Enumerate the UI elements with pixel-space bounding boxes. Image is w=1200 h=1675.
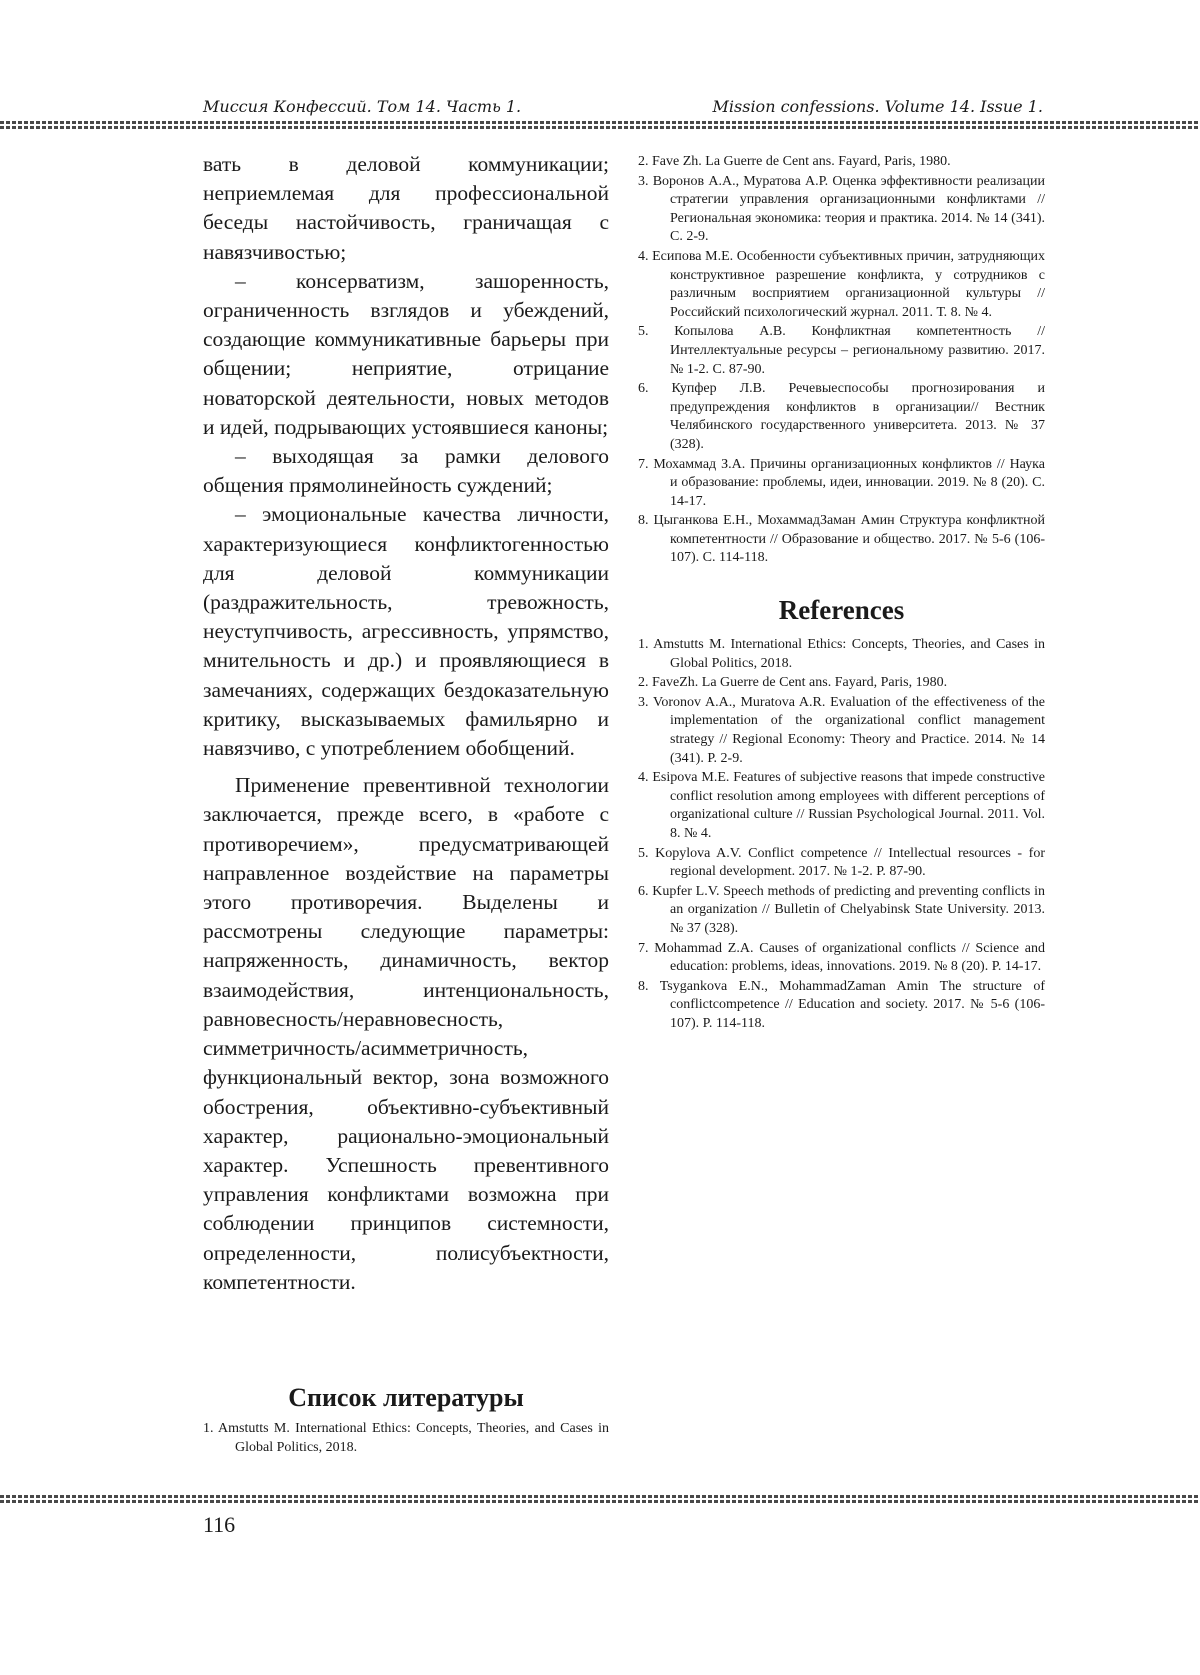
body-paragraph: – эмоциональные качества личности, характеризующиеся конфликтогенностью для деловой коммуникации (раздражительность, тревожность, неуступчивость, агрессивность, упрямство, мнительность и др.) и проявляющиеся в замечаниях, содержащих бездоказательную критику, высказываемых фамильярно и навязчиво, с употреблением обобщений.	[203, 502, 609, 761]
reference-item: 2. FaveZh. La Guerre de Cent ans. Fayard, Paris, 1980.	[638, 675, 948, 691]
reference-item: 6. Kupfer L.V. Speech methods of predicting and preventing conflicts in an organization // Bulletin of Chelyabinsk State University. 2013. № 37 (328).	[638, 883, 1045, 936]
literature-item: 4. Есипова М.Е. Особенности субъективных причин, затрудняющих конструктивное разрешение конфликта, у сотрудников с различным восприятием организационной культуры // Российский психологический журнал. 2011. Т. 8. № 4.	[638, 248, 1045, 320]
references-column	[638, 153, 1045, 1035]
reference-item: 3. Voronov A.A., Muratova A.R. Evaluation of the effectiveness of the implementation of the organizational conflict management strategy // Regional Economy: Theory and Practice. 2014. № 14 (341). P. 2-9.	[638, 694, 1045, 766]
top-ornamental-rule	[0, 121, 1200, 129]
literature-heading: Список литературы	[288, 1383, 524, 1412]
literature-item: 8. Цыганкова Е.Н., МохаммадЗаман Амин Структура конфликтной компетентности // Образование и общество. 2017. № 5-6 (106-107). С. 114-118.	[638, 513, 1045, 566]
reference-item: 8. Tsygankova E.N., MohammadZaman Amin The structure of conflictcompetence // Education and society. 2017. № 5-6 (106-107). P. 114-118.	[638, 978, 1045, 1031]
reference-item: 5. Kopylova A.V. Conflict competence // Intellectual resources - for regional development. 2017. № 1-2. P. 87-90.	[638, 845, 1045, 880]
reference-item: 1. Amstutts M. International Ethics: Concepts, Theories, and Cases in Global Politics, 2018.	[638, 637, 1045, 671]
references-heading: References	[778, 595, 905, 626]
header-journal-en: Mission confessions. Volume 14. Issue 1.	[712, 97, 1043, 116]
page-number: 116	[203, 1512, 236, 1537]
literature-item: 3. Воронов А.А., Муратова А.Р. Оценка эффективности реализации стратегии управления организационными конфликтами // Региональная экономика: теория и практика. 2014. № 14 (341). С. 2-9.	[638, 173, 1045, 245]
header-journal-ru: Миссия Конфессий. Том 14. Часть 1.	[203, 97, 522, 116]
body-paragraph: Применение превентивной технологии заключается, прежде всего, в «работе с противоречием», предусматривающей направленное воздействие на параметры этого противоречия. Выделены и рассмотрены следующие параметры: напряженность, динамичность, вектор взаимодействия, интенциональность, равновесность/неравновесность, симметричность/асимметричность, функциональный вектор, зона возможного обострения, объективно-субъективный характер, рационально-эмоциональный характер. Успешность превентивного управления конфликтами возможна при соблюдении принципов системности, определенности, полисубъектности, компетентности.	[203, 773, 609, 1294]
body-paragraph: – выходящая за рамки делового общения прямолинейность суждений;	[203, 444, 609, 498]
reference-item: 7. Mohammad Z.A. Causes of organizational conflicts // Science and education: problems, ideas, innovations. 2019. № 8 (20). P. 14-17.	[638, 940, 1045, 975]
literature-item: 5. Копылова А.В. Конфликтная компетентность // Интеллектуальные ресурсы – региональному развитию. 2017. № 1-2. С. 87-90.	[638, 324, 1045, 377]
body-paragraph: – консерватизм, зашоренность, ограниченность взглядов и убеждений, создающие коммуникативные барьеры при общении; неприятие, отрицание новаторской деятельности, новых методов и идей, подрывающих устоявшиеся каноны;	[203, 268, 609, 439]
body-text-column	[203, 150, 609, 1297]
literature-list	[203, 1420, 609, 1458]
literature-item: 7. Мохаммад З.А. Причины организационных конфликтов // Наука и образование: проблемы, идеи, инновации. 2019. № 8 (20). С. 14-17.	[638, 456, 1045, 509]
body-paragraph: вать в деловой коммуникации; неприемлемая для профессиональной беседы настойчивость, граничащая с навязчивостью;	[203, 152, 609, 264]
literature-item: 6. Купфер Л.В. Речевыеспособы прогнозирования и предупреждения конфликтов в организации// Вестник Челябинского государственного университета. 2013. № 37 (328).	[638, 381, 1045, 452]
literature-item: 1. Amstutts M. International Ethics: Concepts, Theories, and Cases in Global Politics, 2018.	[203, 1421, 609, 1455]
bottom-ornamental-rule	[0, 1495, 1200, 1503]
running-header	[203, 96, 1043, 118]
reference-item: 4. Esipova M.E. Features of subjective reasons that impede constructive conflict resolution among employees with different perceptions of organizational culture // Russian Psychological Journal. 2011. Vol. 8. № 4.	[638, 770, 1045, 841]
literature-item: 2. Fave Zh. La Guerre de Cent ans. Fayard, Paris, 1980.	[638, 154, 951, 169]
